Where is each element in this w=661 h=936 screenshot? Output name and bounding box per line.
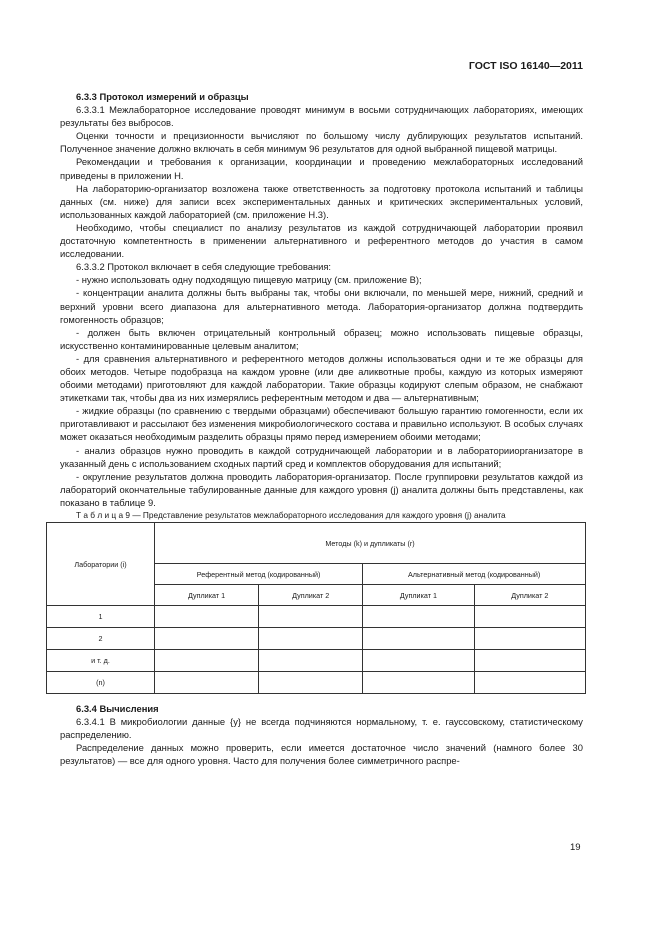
table-cell — [259, 628, 363, 650]
table-row-label: 1 — [47, 606, 155, 628]
table-cell — [363, 650, 474, 672]
table-row-label: 2 — [47, 628, 155, 650]
table-row-label: (n) — [47, 672, 155, 694]
list-item: - концентрации аналита должны быть выбраны так, чтобы они включали, по меньшей мере, нижний, средний и верхний уровни всего диапазона для альтернативного метода. Лаборатория-организатор должна подтвердить гомогенность образцов; — [60, 287, 583, 325]
table-cell — [363, 628, 474, 650]
list-item: - округление результатов должна проводить лаборатория-организатор. После группировки результатов каждой из лабораторий окончательные табулированные данные для каждого уровня (j) аналита должны быть представлены, как показано в таблице 9. — [60, 470, 583, 508]
paragraph: Рекомендации и требования к организации, координации и проведению межлабораторных исследований приведены в приложении Н. — [60, 156, 583, 181]
table-cell — [155, 672, 259, 694]
list-item: - анализ образцов нужно проводить в каждой сотрудничающей лаборатории и в лабораторииорганизаторе в указанный день с использованием сходных партий сред и комплектов оборудования для испытаний; — [60, 444, 583, 469]
list-item: - жидкие образцы (по сравнению с твердыми образцами) обеспечивают большую гарантию гомогенности, если их приготавливают и рассылают без изменения микробиологического состава и правильно используют. В особых случаях может оказаться необходимым разделить образцы прямо перед измерением обоими методами; — [60, 405, 583, 443]
reference-method-header: Референтный метод (кодированный) — [155, 564, 363, 585]
table-caption: Т а б л и ц а 9 — Представление результатов межлабораторного исследования для каждого уровня (j) аналита — [76, 510, 506, 520]
paragraph: 6.3.3.1 Межлабораторное исследование проводят минимум в восьми сотрудничающих лабораториях, имеющих результаты без выбросов. — [60, 104, 583, 129]
list-item: - должен быть включен отрицательный контрольный образец; можно использовать пищевые образцы, искусственно контаминированные целевым аналитом; — [60, 326, 583, 351]
paragraph: 6.3.3.2 Протокол включает в себя следующие требования: — [76, 261, 332, 273]
table-cell — [474, 606, 585, 628]
table-cell — [474, 628, 585, 650]
list-item: - нужно использовать одну подходящую пищевую матрицу (см. приложение В); — [76, 274, 422, 286]
paragraph: Распределение данных можно проверить, если имеется достаточное число значений (намного более 30 результатов) — все для одного уровня. Часто для получения более симметричного распре- — [60, 742, 583, 767]
duplicate-header: Дупликат 2 — [259, 585, 363, 606]
section-heading: 6.3.3 Протокол измерений и образцы — [76, 91, 249, 102]
table-cell — [474, 672, 585, 694]
page-number: 19 — [570, 842, 581, 853]
duplicate-header: Дупликат 2 — [474, 585, 585, 606]
alternative-method-header: Альтернативный метод (кодированный) — [363, 564, 586, 585]
paragraph: Оценки точности и прецизионности вычисляют по большому числу дублирующих результатов испытаний. Полученное значение должно включать в себя минимум 96 результатов для одной выбранной пищевой матрицы. — [60, 130, 583, 155]
page-content — [60, 90, 583, 768]
duplicate-header: Дупликат 1 — [155, 585, 259, 606]
paragraph: 6.3.4.1 В микробиологии данные {y} не всегда подчиняются нормальному, т. е. гауссовскому, статистическому распределению. — [60, 716, 583, 741]
results-table — [46, 522, 586, 694]
methods-header: Методы (k) и дупликаты (r) — [155, 523, 586, 564]
paragraph: На лабораторию-организатор возложена также ответственность за подготовку протокола испытаний и таблицы данных (см. ниже) для записи всех экспериментальных данных и критических экспериментальных условий, использованных каждой лабораторией (см. приложение Н.3). — [60, 182, 583, 220]
lab-column-header: Лаборатории (i) — [47, 523, 155, 606]
table-cell — [259, 606, 363, 628]
table-cell — [155, 628, 259, 650]
table-cell — [363, 672, 474, 694]
table-cell — [363, 606, 474, 628]
section-heading: 6.3.4 Вычисления — [76, 703, 159, 715]
paragraph: Необходимо, чтобы специалист по анализу результатов из каждой сотрудничающей лаборатории проявил достаточную компетентность в применении альтернативного и референтного методов до участия в самом исследовании. — [60, 221, 583, 260]
duplicate-header: Дупликат 1 — [363, 585, 474, 606]
table-cell — [155, 606, 259, 628]
table-cell — [155, 650, 259, 672]
document-code: ГОСТ ISO 16140—2011 — [468, 60, 583, 72]
table-cell — [474, 650, 585, 672]
list-item: - для сравнения альтернативного и референтного методов должны использоваться одни и те же образцы для обоих методов. Четыре подобразца на каждом уровне (или две аликвотные пробы, каждую из которых измеряют обоими методами) приготовляют для каждой лаборатории. Такие образцы кодируют слепым образом, не снабжают этикетками так, чтобы два из них измерялись референтным методом и два — альтернативным; — [60, 352, 583, 404]
table-cell — [259, 672, 363, 694]
table-cell — [259, 650, 363, 672]
table-row-label: и т. д. — [47, 650, 155, 672]
